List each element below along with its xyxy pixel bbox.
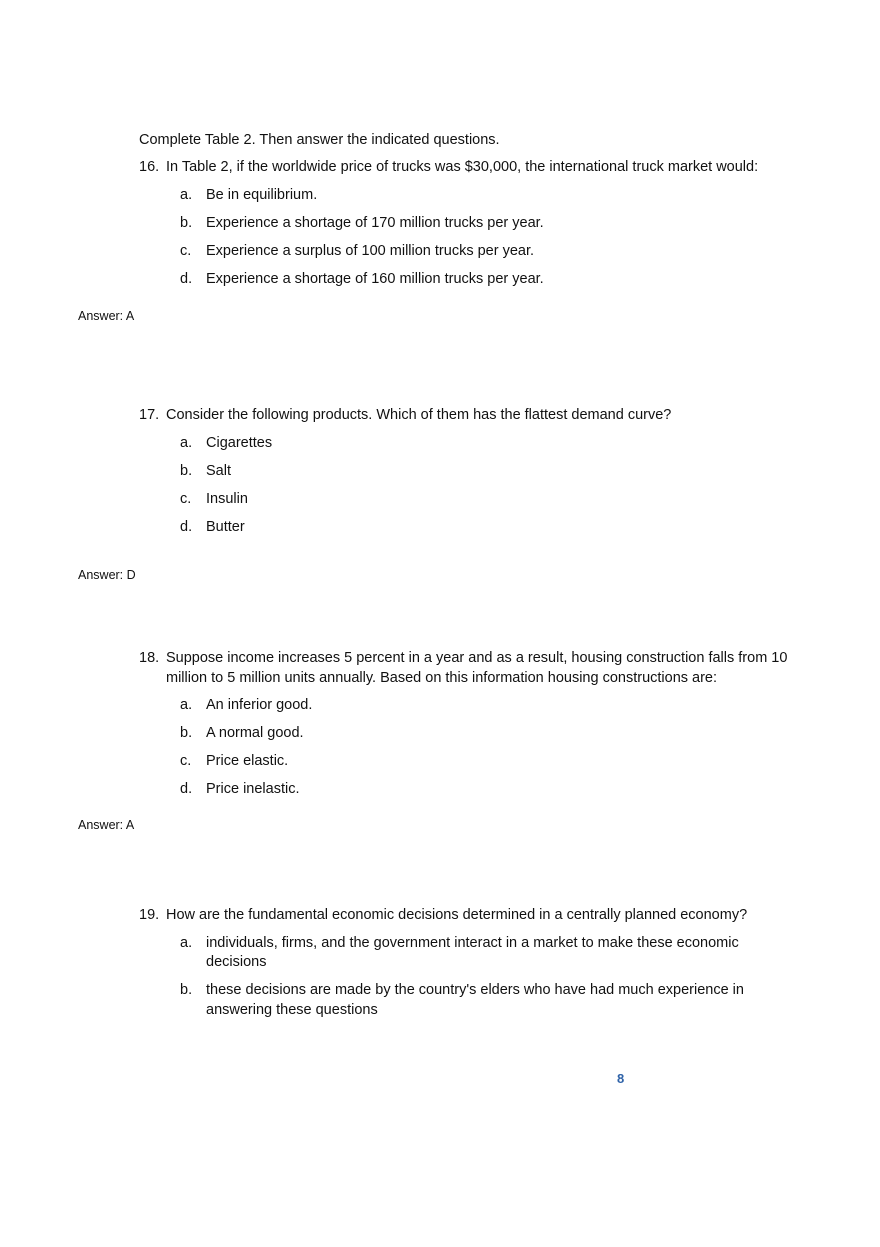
option-list (139, 696, 799, 800)
option-letter: b. (180, 725, 193, 741)
option-text: Price elastic. (206, 753, 289, 769)
option-text: Insulin (206, 490, 248, 507)
option-b (139, 214, 799, 234)
option-letter: b. (180, 462, 193, 479)
question-text: Consider the following products. Which of them has the flattest demand curve? (166, 407, 672, 423)
answer-18: Answer: A (78, 818, 135, 832)
option-letter: d. (180, 270, 193, 287)
option-list (139, 186, 799, 290)
question-text: Suppose income increases 5 percent in a year and as a result, housing construction falls from 10 million to 5 million units annually. Based on this information housing constructions are: (166, 650, 788, 686)
answer-17: Answer: D (78, 568, 136, 582)
question-stem (139, 906, 799, 926)
option-text: Price inelastic. (206, 781, 300, 797)
option-letter: a. (180, 697, 193, 713)
option-text: An inferior good. (206, 697, 313, 713)
option-d (139, 518, 799, 538)
option-text: Experience a shortage of 170 million trucks per year. (206, 214, 544, 231)
option-letter: d. (180, 518, 193, 535)
option-d (139, 270, 799, 290)
option-text: Salt (206, 462, 231, 479)
option-text: Butter (206, 518, 245, 535)
option-letter: c. (180, 753, 192, 769)
option-d (139, 780, 799, 800)
option-text: Be in equilibrium. (206, 186, 318, 203)
question-text: How are the fundamental economic decisions determined in a centrally planned economy? (166, 907, 748, 923)
option-text: these decisions are made by the country's elders who have had much experience in answering these questions (206, 982, 744, 1018)
option-a (139, 186, 799, 206)
option-text: individuals, firms, and the government interact in a market to make these economic decisions (206, 934, 739, 970)
question-17 (139, 406, 799, 546)
page-number: 8 (617, 1071, 625, 1086)
question-stem (139, 649, 799, 688)
option-a (139, 934, 799, 973)
question-number: 16. (139, 159, 160, 175)
option-c (139, 490, 799, 510)
answer-16: Answer: A (78, 309, 135, 323)
question-stem (139, 406, 799, 426)
option-text: Cigarettes (206, 434, 273, 451)
option-letter: c. (180, 242, 192, 259)
question-number: 19. (139, 907, 160, 923)
option-letter: c. (180, 490, 192, 507)
option-b (139, 724, 799, 744)
option-letter: b. (180, 214, 193, 231)
question-16 (139, 158, 799, 298)
option-b (139, 981, 799, 1020)
option-letter: a. (180, 934, 193, 951)
question-text: In Table 2, if the worldwide price of trucks was $30,000, the international truck market would: (166, 159, 759, 175)
question-number: 18. (139, 650, 160, 666)
option-letter: d. (180, 781, 193, 797)
question-stem (139, 158, 799, 178)
instructions-text: Complete Table 2. Then answer the indicated questions. (139, 132, 500, 148)
option-b (139, 462, 799, 482)
option-text: Experience a shortage of 160 million trucks per year. (206, 270, 544, 287)
option-letter: a. (180, 434, 193, 451)
option-letter: b. (180, 982, 193, 998)
option-text: Experience a surplus of 100 million trucks per year. (206, 242, 535, 259)
option-text: A normal good. (206, 725, 304, 741)
option-c (139, 242, 799, 262)
option-list (139, 934, 799, 1021)
question-19 (139, 906, 799, 1029)
option-c (139, 752, 799, 772)
question-18 (139, 649, 799, 808)
question-number: 17. (139, 407, 160, 423)
option-a (139, 696, 799, 716)
option-a (139, 434, 799, 454)
option-letter: a. (180, 186, 193, 203)
option-list (139, 434, 799, 538)
